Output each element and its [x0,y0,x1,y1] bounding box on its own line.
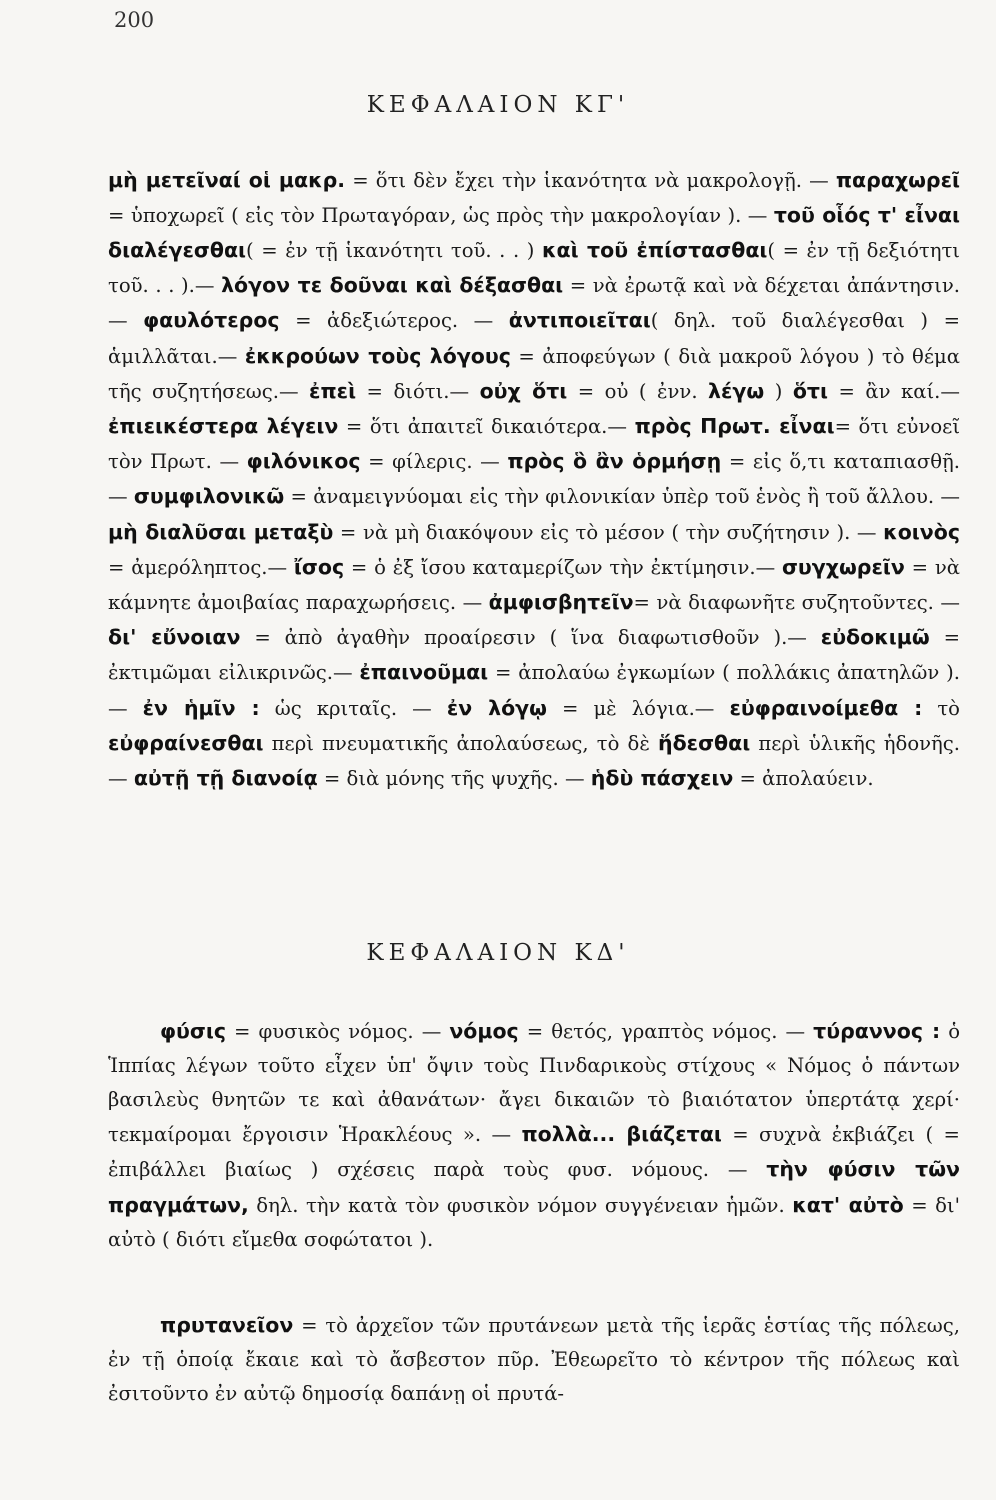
glossary-definition: = ὅτι δὲν ἔχει τὴν ἱκανότητα νὰ μακρολογῇ. — [345,168,836,192]
glossary-definition: = θετός, γραπτὸς νόμος. — [518,1019,814,1043]
glossary-term: συμφιλονικῶ [133,484,285,509]
glossary-term: αὐτῇ τῇ διανοίᾳ [133,766,318,791]
glossary-definition: = τὸ ἀρχεῖον τῶν πρυτάνεων μετὰ τῆς ἱερᾶς ἑστίας τῆς πόλεως, ἐν τῇ ὁποίᾳ ἔκαιε καὶ τὸ ἄσβεστον πῦρ. Ἐθεωρεῖτο τὸ κέντρον τῆς πόλεως καὶ ἐσιτοῦντο ἐν αὐτῷ δημοσίᾳ δαπάνῃ οἱ πρυτά- [108,1313,960,1405]
glossary-definition: = ὑποχωρεῖ ( εἰς τὸν Πρωταγόραν, ὡς πρὸς τὴν μακρολογίαν ). — [108,203,774,227]
glossary-term: ἐκκρούων τοὺς λόγους [244,343,511,368]
glossary-term: ἴσος [293,554,345,579]
glossary-definition: ὡς κριταῖς. — [259,696,447,720]
glossary-term: τὴν φύσιν τῶν πραγμάτων, [108,1157,960,1217]
glossary-definition: = ἀναμειγνύομαι εἰς τὴν φιλονικίαν ὑπὲρ τοῦ ἑνὸς ἢ τοῦ ἄλλου. — [284,485,960,509]
glossary-definition: = δι' αὐτὸ ( διότι εἴμεθα σοφώτατοι ). [108,1193,960,1251]
glossary-definition: = ἂν καί.— [828,379,960,403]
glossary-definition: = φυσικὸς νόμος. — [225,1019,450,1043]
glossary-term: φαυλότερος [143,308,280,333]
glossary-definition: ( = ἐν τῇ δεξιότητι τοῦ. . . ).— [108,239,960,298]
glossary-definition: = διὰ μόνης τῆς ψυχῆς. — [317,767,591,791]
glossary-term: φύσις [160,1018,226,1043]
glossary-term: κοινὸς [883,519,960,544]
glossary-definition: = ἀμερόληπτος.— [108,555,294,579]
glossary-definition: = ἀποφεύγων ( διὰ μακροῦ λόγου ) τὸ θέμα τῆς συζητήσεως.— [108,344,960,403]
glossary-term: εὐφραινοίμεθα : [729,695,923,720]
glossary-term: ἡδὺ πάσχειν [590,766,734,791]
glossary-definition: = ὅτι εὐνοεῖ τὸν Πρωτ. — [108,415,960,474]
glossary-definition: = ἀδεξιώτερος. — [279,309,509,333]
glossary-definition: = μὲ λόγια.— [546,696,730,720]
glossary-term: τοῦ οἷός τ' εἶναι διαλέγεσθαι [108,202,960,262]
glossary-term: ἐν λόγῳ [446,695,547,720]
glossary-definition: περὶ πνευματικῆς ἀπολαύσεως, τὸ δὲ [263,731,658,755]
glossary-paragraph [108,1014,960,1257]
glossary-definition: = νὰ ἐρωτᾷ καὶ νὰ δέχεται ἀπάντησιν. — [108,274,960,333]
glossary-paragraph [108,163,960,797]
chapter-heading-kg: ΚΕΦΑΛΑΙΟΝ ΚΓ' [366,92,630,118]
glossary-term: συγχωρεῖν [781,554,905,579]
glossary-definition: ) [764,379,793,403]
glossary-definition: ὁ Ἱππίας λέγων τοῦτο εἶχεν ὑπ' ὄψιν τοὺς Πινδαρικοὺς στίχους « Νόμος ὁ πάντων βασιλεὺς θνητῶν τε καὶ ἀθανάτων· ἄγει δικαιῶν τὸ βιαιότατον ὑπερτάτᾳ χερί· τεκμαίρομαι ἔργοισιν Ἡρακλέους ». — [108,1019,960,1147]
glossary-term: νόμος [449,1018,519,1043]
glossary-term: πολλὰ... βιάζεται [521,1122,722,1147]
page-number: 200 [114,8,155,32]
glossary-definition: δηλ. τὴν κατὰ τὸν φυσικὸν νόμον συγγένειαν ἡμῶν. [248,1193,793,1217]
glossary-paragraph [108,1308,960,1412]
glossary-term: μὴ μετεῖναί οἱ μακρ. [108,167,346,192]
glossary-definition: περὶ ὑλικῆς ἡδονῆς. — [108,731,960,791]
glossary-definition: ( = ἐν τῇ ἱκανότητι τοῦ. . . ) [246,239,542,262]
glossary-term: ἐπαινοῦμαι [359,660,489,685]
glossary-definition: = ἀπὸ ἀγαθὴν προαίρεσιν ( ἵνα διαφωτισθοῦν ).— [240,626,821,650]
glossary-term: ἐπεὶ [309,378,357,403]
glossary-definition: = συχνὰ ἐκβιάζει ( = ἐπιβάλλει βιαίως ) σχέσεις παρὰ τοὺς φυσ. νόμους. — [108,1123,960,1182]
glossary-term: τύραννος : [813,1018,941,1043]
glossary-definition: = ὁ ἐξ ἴσου καταμερίζων τὴν ἐκτίμησιν.— [344,555,782,579]
glossary-definition: = εἰς ὅ,τι καταπιασθῇ. — [108,450,960,509]
glossary-term: λόγον τε δοῦναι καὶ δέξασθαι [221,273,564,298]
glossary-term: οὐχ ὅτι [479,378,568,403]
glossary-term: εὐδοκιμῶ [820,625,930,650]
glossary-definition: ( δηλ. τοῦ διαλέγεσθαι ) = ἁμιλλᾶται.— [108,309,960,368]
glossary-term: ἥδεσθαι [657,730,751,755]
glossary-term: δι' εὔνοιαν [108,625,241,650]
glossary-term: εὐφραίνεσθαι [108,730,264,755]
glossary-definition: = ἀπολαύω ἐγκωμίων ( πολλάκις ἀπατηλῶν ).— [108,661,960,720]
glossary-definition: = διότι.— [356,379,480,403]
glossary-term: καὶ τοῦ ἐπίστασθαι [541,238,768,262]
glossary-term: μὴ διαλῦσαι μεταξὺ [108,519,334,544]
glossary-term: πρὸς ὃ ἂν ὁρμήσῃ [507,449,722,474]
glossary-term: ἐν ἡμῖν : [142,695,260,720]
chapter-heading-kd: ΚΕΦΑΛΑΙΟΝ ΚΔ' [366,940,630,966]
glossary-term: ἀμφισβητεῖν [488,590,634,615]
glossary-definition: τὸ [922,696,960,720]
glossary-definition: = ἐκτιμῶμαι εἰλικρινῶς.— [108,626,960,685]
glossary-term: ἐπιεικέστερα λέγειν [108,414,339,439]
glossary-definition: = νὰ μὴ διακόψουν εἰς τὸ μέσον ( τὴν συζήτησιν ). — [333,520,884,544]
glossary-term: πρυτανεῖον [160,1312,294,1337]
glossary-definition: = νὰ κάμνητε ἀμοιβαίας παραχωρήσεις. — [108,555,960,615]
glossary-definition: = ὅτι ἀπαιτεῖ δικαιότερα.— [338,415,635,439]
glossary-term: φιλόνικος [246,449,361,474]
glossary-term: ὅτι [792,378,828,403]
glossary-term: παραχωρεῖ [835,167,960,192]
glossary-term: πρὸς Πρωτ. εἶναι [634,414,835,439]
glossary-definition: = ἀπολαύειν. [733,767,874,791]
glossary-term: κατ' αὐτὸ [792,1192,904,1217]
glossary-definition: = οὐ ( ἐνν. [567,379,709,403]
glossary-term: λέγω [708,378,765,403]
glossary-term: ἀντιποιεῖται [508,308,651,333]
glossary-definition: = νὰ διαφωνῆτε συζητοῦντες. — [633,591,960,615]
glossary-definition: = φίλερις. — [360,450,508,474]
